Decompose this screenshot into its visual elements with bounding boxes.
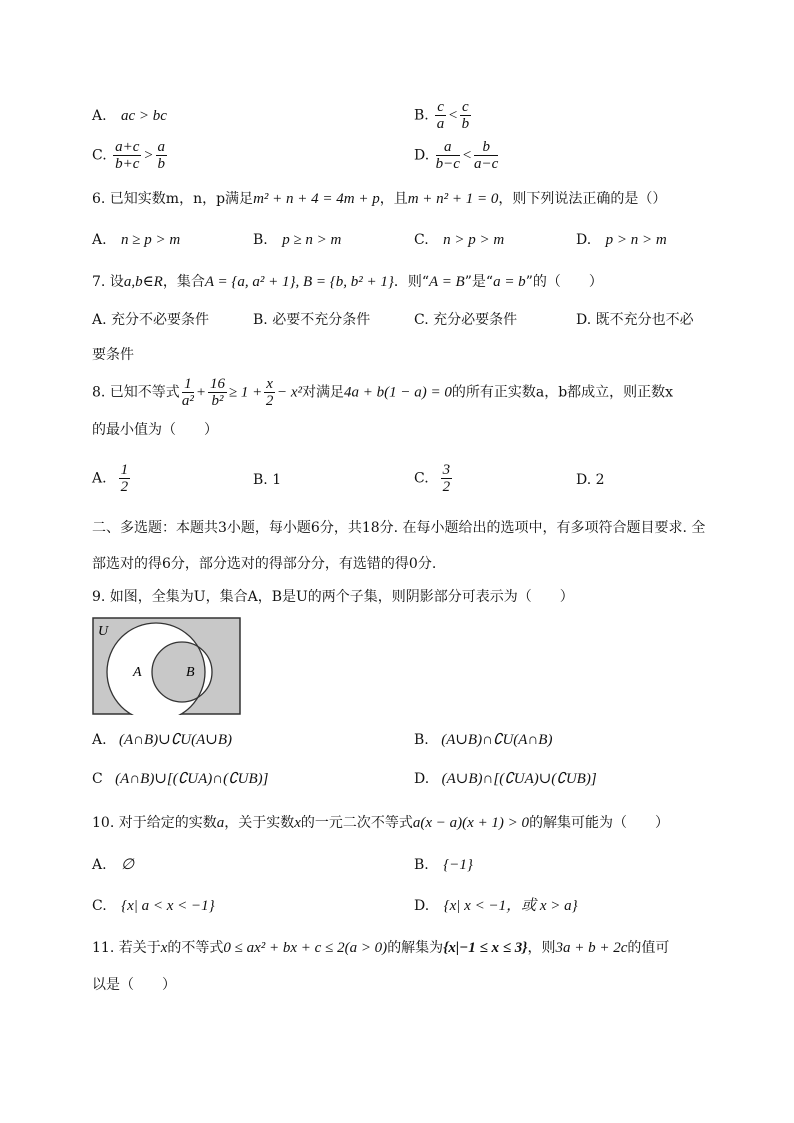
- q6-stem: [92, 189, 666, 209]
- q10-option-d: [414, 896, 578, 916]
- operator: <: [461, 147, 473, 164]
- stem-text: ，集合: [162, 274, 205, 290]
- equation: m² + n + 4 = 4m + p: [253, 191, 380, 207]
- q6-option-d: [576, 230, 667, 250]
- q7-option-c: C. 充分必要条件: [414, 312, 518, 328]
- option-label: C.: [414, 470, 429, 487]
- inequality: a(x − a)(x + 1) > 0: [412, 815, 530, 831]
- variable: a: [216, 815, 225, 831]
- q5-option-a: [92, 106, 167, 126]
- fraction: $\frac{c}{b}$: [461, 99, 470, 132]
- fraction: $\frac{x}{2}$: [265, 376, 274, 409]
- option-expression: n ≥ p > m: [121, 232, 181, 248]
- set-definitions: A = {a, a² + 1}, B = {b, b² + 1}: [204, 274, 394, 290]
- stem-text: 的解集可能为（ ）: [529, 815, 670, 831]
- condition: a = b: [493, 274, 526, 290]
- option-expression: (A∩B)∪[(∁UA)∩(∁UB)]: [115, 771, 269, 787]
- option-label: D.: [414, 898, 430, 914]
- q5-option-b: [414, 99, 473, 132]
- stem-text: 的不等式: [167, 940, 224, 956]
- q8-stem-continued: 的最小值为（ ）: [92, 422, 218, 438]
- stem-text: 8. 已知不等式: [92, 384, 180, 401]
- fraction: $\frac{a}{b}$: [157, 139, 166, 172]
- q5-option-c: [92, 139, 169, 172]
- option-label: A.: [92, 470, 107, 487]
- option-label: D.: [414, 147, 430, 164]
- venn-label-b: B: [186, 665, 195, 680]
- fraction: $\frac{3}{2}$: [442, 462, 451, 495]
- stem-text: 7. 设: [92, 274, 124, 290]
- variables: a,b∈R: [123, 274, 163, 290]
- option-expression: ac > bc: [121, 108, 167, 124]
- fraction: $\frac{16}{\text{b²}}$: [209, 376, 225, 409]
- option-expression: {−1}: [443, 857, 473, 873]
- stem-text: 对满足: [302, 384, 344, 401]
- q9-option-d: [414, 769, 597, 789]
- fraction: $\frac{1}{2}$: [120, 462, 129, 495]
- option-label: A.: [92, 732, 107, 748]
- q9-option-a: [92, 730, 232, 750]
- stem-text: 6. 已知实数m，n，p满足: [92, 191, 254, 207]
- operator: +: [195, 384, 206, 401]
- stem-text: ”是“: [464, 274, 494, 290]
- fraction: $\frac{a}{b-c}$: [435, 139, 460, 172]
- stem-text: 10. 对于给定的实数: [92, 815, 217, 831]
- q5-option-d: [414, 139, 500, 172]
- venn-label-a: A: [133, 665, 142, 680]
- option-label: A.: [92, 108, 107, 124]
- stem-text: ．则“: [393, 274, 430, 290]
- expression: − x²: [276, 384, 302, 401]
- option-expression: p ≥ n > m: [282, 232, 342, 248]
- stem-text: 的值可: [627, 940, 670, 956]
- option-expression: ∅: [121, 857, 135, 873]
- stem-text: 的所有正实数a，b都成立，则正数x: [451, 384, 674, 401]
- q8-option-b: B. 1: [253, 472, 282, 488]
- option-label: B.: [253, 232, 268, 248]
- q8-option-d: D. 2: [576, 472, 605, 488]
- option-label: D.: [576, 232, 592, 248]
- q7-option-d-continued: 要条件: [92, 347, 134, 363]
- option-label: C.: [92, 147, 107, 164]
- option-label: B.: [414, 857, 429, 873]
- q7-stem: [92, 272, 603, 292]
- q9-stem: 9. 如图，全集为U，集合A，B是U的两个子集，则阴影部分可表示为（ ）: [92, 589, 574, 605]
- option-expression: (A∪B)∩∁U(A∩B): [441, 732, 553, 748]
- venn-diagram: [92, 617, 242, 715]
- option-label: A.: [92, 857, 107, 873]
- stem-text: ，且: [379, 191, 408, 207]
- q10-option-c: [92, 896, 215, 916]
- equation: m + n² + 1 = 0: [407, 191, 499, 207]
- stem-text: 11. 若关于: [92, 940, 161, 956]
- stem-text: 的解集为: [387, 940, 444, 956]
- option-label: C.: [92, 898, 107, 914]
- variable: x: [160, 940, 168, 956]
- q6-option-a: [92, 230, 180, 250]
- q11-stem: [92, 938, 669, 958]
- q9-option-c: [92, 769, 268, 789]
- q6-option-c: [414, 230, 504, 250]
- option-expression: {x| x < −1，或 x > a}: [443, 898, 578, 914]
- option-expression: (A∪B)∩[(∁UA)∪(∁UB)]: [441, 771, 597, 787]
- option-label: B.: [414, 107, 429, 124]
- q8-stem: [92, 376, 673, 409]
- stem-text: 的一元二次不等式: [300, 815, 413, 831]
- option-expression: n > p > m: [443, 232, 505, 248]
- fraction: $\frac{a+c}{b+c}$: [115, 139, 140, 172]
- option-label: D.: [414, 771, 430, 787]
- operator: <: [447, 107, 458, 124]
- q7-option-b: B. 必要不充分条件: [253, 312, 371, 328]
- fraction: $\frac{1}{\text{a²}}$: [181, 376, 194, 409]
- q8-option-c: [414, 462, 454, 495]
- expression: 3a + b + 2c: [555, 940, 628, 956]
- stem-text: ，则下列说法正确的是（）: [498, 191, 667, 207]
- q6-option-b: [253, 230, 341, 250]
- section-heading-multiple-choice: 二、多选题：本题共3小题，每小题6分，共18分. 在每小题给出的选项中，有多项符合题目要求. 全部选对的得6分，部分选对的得部分分，有选错的得0分.: [92, 520, 706, 572]
- stem-text: ”的（ ）: [525, 274, 603, 290]
- option-expression: p > n > m: [605, 232, 667, 248]
- q10-option-a: [92, 855, 134, 875]
- option-expression: {x| a < x < −1}: [121, 898, 215, 914]
- variable: x: [294, 815, 301, 831]
- condition: 4a + b(1 − a) = 0: [344, 384, 452, 401]
- q10-stem: [92, 813, 669, 833]
- inequality: 0 ≤ ax² + bx + c ≤ 2(a > 0): [223, 940, 388, 956]
- fraction: $\frac{b}{a-c}$: [474, 139, 499, 172]
- option-label: C: [92, 771, 103, 787]
- q11-stem-continued: 以是（ ）: [92, 977, 176, 993]
- stem-text: ，关于实数: [224, 815, 295, 831]
- q10-option-b: [414, 855, 473, 875]
- q7-option-a: A. 充分不必要条件: [92, 312, 210, 328]
- condition: A = B: [429, 274, 465, 290]
- venn-label-u: U: [98, 624, 109, 639]
- operator: ≥ 1 +: [228, 384, 263, 401]
- option-label: C.: [414, 232, 429, 248]
- option-label: B.: [414, 732, 429, 748]
- q7-option-d: D. 既不充分也不必: [576, 312, 694, 328]
- stem-text: ，则: [527, 940, 556, 956]
- q8-option-a: [92, 462, 132, 495]
- option-expression: (A∩B)∪∁U(A∪B): [119, 732, 232, 748]
- solution-set: {x|−1 ≤ x ≤ 3}: [443, 940, 528, 956]
- q9-option-b: [414, 730, 552, 750]
- fraction: $\frac{c}{a}$: [436, 99, 445, 132]
- option-label: A.: [92, 232, 107, 248]
- operator: >: [143, 147, 154, 164]
